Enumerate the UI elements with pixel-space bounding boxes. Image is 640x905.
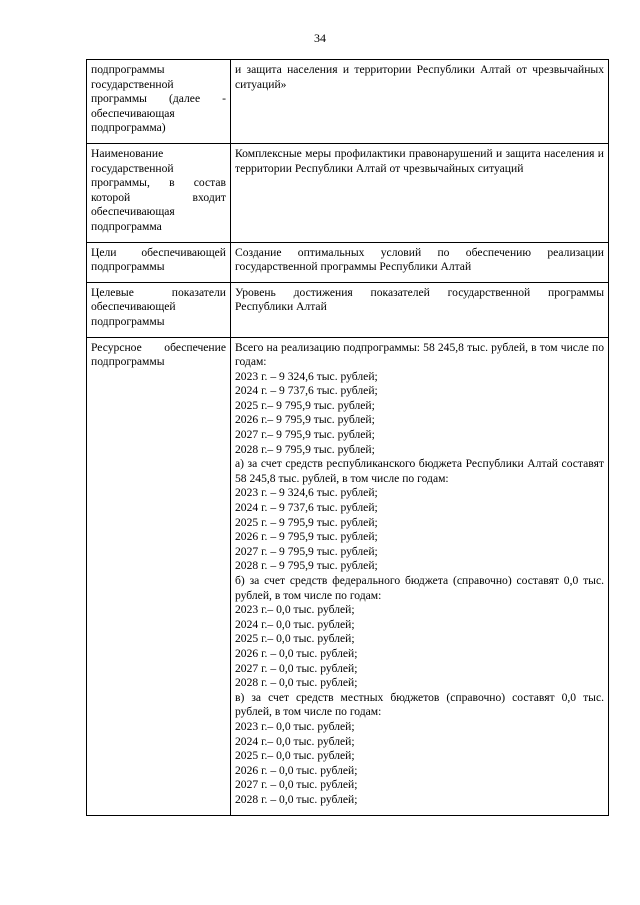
funding-year-line: 2025 г. – 9 795,9 тыс. рублей;: [235, 515, 378, 529]
table-row: [87, 337, 609, 815]
funding-year-line: 2028 г. – 9 795,9 тыс. рублей;: [235, 559, 378, 573]
row-label: [87, 60, 231, 144]
federal-budget-intro: б) за счет средств федерального бюджета (справочно) составят 0,0 тыс. рублей, в том числе по годам:: [235, 574, 604, 602]
row-label: Целевые показатели обеспечивающей подпрограммы: [87, 282, 231, 337]
funding-year-line: 2023 г. – 9 324,6 тыс. рублей;: [235, 486, 378, 500]
funding-year-line: 2025 г.– 9 795,9 тыс. рублей;: [235, 398, 375, 412]
row-value: Создание оптимальных условий по обеспечению реализации государственной программы Республики Алтай: [231, 242, 609, 282]
funding-year-line: 2024 г.– 0,0 тыс. рублей;: [235, 734, 355, 748]
funding-year-line: 2024 г. – 9 737,6 тыс. рублей;: [235, 501, 378, 515]
funding-year-line: 2025 г.– 0,0 тыс. рублей;: [235, 749, 355, 763]
funding-year-line: 2026 г. – 0,0 тыс. рублей;: [235, 646, 358, 660]
table-row: [87, 242, 609, 282]
regional-budget-intro: а) за счет средств республиканского бюджета Республики Алтай составят 58 245,8 тыс. рублей, в том числе по годам:: [235, 457, 604, 485]
row-label: Ресурсное обеспечение подпрограммы: [87, 337, 231, 815]
funding-year-line: 2024 г. – 9 737,6 тыс. рублей;: [235, 384, 378, 398]
row-label: Цели обеспечивающей подпрограммы: [87, 242, 231, 282]
funding-year-line: 2028 г.– 9 795,9 тыс. рублей;: [235, 442, 375, 456]
row-value: Уровень достижения показателей государственной программы Республики Алтай: [231, 282, 609, 337]
funding-year-line: 2025 г.– 0,0 тыс. рублей;: [235, 632, 355, 646]
funding-year-line: 2023 г.– 0,0 тыс. рублей;: [235, 719, 355, 733]
local-budget-intro: в) за счет средств местных бюджетов (справочно) составят 0,0 тыс. рублей, в том числе по годам:: [235, 690, 604, 719]
funding-total-intro: Всего на реализацию подпрограммы: 58 245,8 тыс. рублей, в том числе по годам:: [235, 340, 604, 369]
subprogram-passport-table: [86, 59, 609, 816]
row-value: и защита населения и территории Республики Алтай от чрезвычайных ситуаций»: [231, 60, 609, 144]
row-label: Наименование государственной программы, в состав которой входит обеспечивающая подпрограмма: [87, 143, 231, 242]
funding-year-line: 2028 г. – 0,0 тыс. рублей;: [235, 676, 358, 690]
funding-year-line: 2027 г. – 9 795,9 тыс. рублей;: [235, 544, 378, 558]
funding-year-line: 2026 г. – 9 795,9 тыс. рублей;: [235, 530, 378, 544]
funding-year-line: 2028 г. – 0,0 тыс. рублей;: [235, 792, 358, 806]
funding-year-line: 2026 г.– 9 795,9 тыс. рублей;: [235, 413, 375, 427]
label-line: подпрограмма): [91, 121, 166, 135]
funding-year-line: 2027 г.– 9 795,9 тыс. рублей;: [235, 428, 375, 442]
page-number: 34: [314, 31, 326, 45]
funding-year-line: 2026 г. – 0,0 тыс. рублей;: [235, 763, 358, 777]
funding-year-line: 2024 г.– 0,0 тыс. рублей;: [235, 617, 355, 631]
label-line: обеспечивающая: [91, 106, 175, 120]
funding-year-line: 2027 г. – 0,0 тыс. рублей;: [235, 661, 358, 675]
table-row: [87, 143, 609, 242]
label-line: программы (далее -: [91, 92, 226, 106]
funding-details: [231, 337, 609, 815]
funding-year-line: 2023 г.– 0,0 тыс. рублей;: [235, 603, 355, 617]
label-line: государственной: [91, 77, 174, 91]
table-row: [87, 282, 609, 337]
funding-year-line: 2023 г. – 9 324,6 тыс. рублей;: [235, 369, 378, 383]
funding-year-line: 2027 г. – 0,0 тыс. рублей;: [235, 778, 358, 792]
label-line: подпрограммы: [91, 63, 165, 76]
table-row: [87, 60, 609, 144]
row-value: Комплексные меры профилактики правонарушений и защита населения и территории Республики Алтай от чрезвычайных ситуаций: [231, 143, 609, 242]
